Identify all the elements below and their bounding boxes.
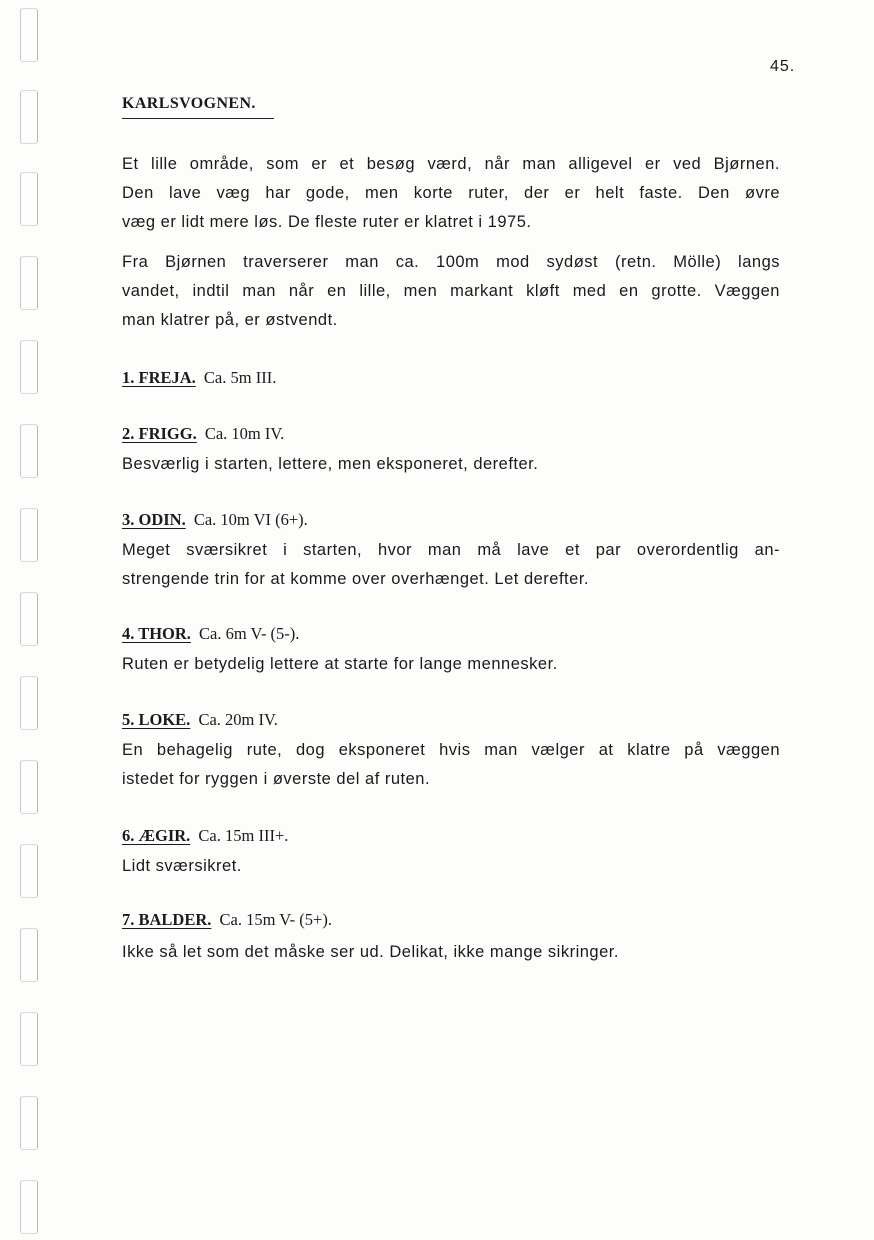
binder-hole (20, 1096, 38, 1150)
route-grade: Ca. 5m III. (203, 368, 277, 387)
route-heading (122, 624, 299, 644)
route-description (122, 736, 780, 794)
binder-hole (20, 1012, 38, 1066)
text-line: væg er lidt mere løs. De fleste ruter er klatret i 1975. (122, 213, 532, 231)
route-name: 3. ODIN. (122, 510, 186, 529)
route-name: 5. LOKE. (122, 710, 191, 729)
text-line: istedet for ryggen i øverste del af ruten. (122, 770, 431, 788)
binder-hole (20, 676, 38, 730)
intro-paragraph (122, 150, 780, 237)
intro-paragraph (122, 248, 780, 335)
text-line: Et lille område, som er et besøg værd, når man alligevel er ved Bjørnen. (122, 155, 780, 173)
title-underline (122, 118, 274, 119)
route-grade: Ca. 15m V- (5+). (219, 910, 332, 929)
route-name: 6. ÆGIR. (122, 826, 191, 845)
binder-hole (20, 8, 38, 62)
route-description (122, 450, 780, 479)
binder-hole (20, 508, 38, 562)
route-heading (122, 368, 276, 388)
route-grade: Ca. 6m V- (5-). (199, 624, 300, 643)
binder-hole (20, 844, 38, 898)
binder-hole (20, 1180, 38, 1234)
route-name: 2. FRIGG. (122, 424, 197, 443)
text-line: En behagelig rute, dog eksponeret hvis man vælger at klatre på væggen (122, 741, 780, 759)
binder-hole (20, 928, 38, 982)
route-description (122, 650, 780, 679)
binder-hole (20, 760, 38, 814)
binder-hole (20, 90, 38, 144)
route-name: 7. BALDER. (122, 910, 212, 929)
route-heading (122, 826, 288, 846)
binder-hole (20, 592, 38, 646)
binder-hole (20, 424, 38, 478)
binder-holes (14, 0, 44, 1240)
text-line: man klatrer på, er østvendt. (122, 311, 338, 329)
route-heading (122, 910, 332, 930)
text-line: vandet, indtil man når en lille, men markant kløft med en grotte. Væggen (122, 282, 780, 300)
route-description (122, 536, 780, 594)
route-description (122, 938, 780, 967)
route-heading (122, 510, 308, 530)
route-grade: Ca. 10m VI (6+). (193, 510, 308, 529)
route-grade: Ca. 10m IV. (204, 424, 285, 443)
text-line: strengende trin for at komme over overhænget. Let derefter. (122, 570, 589, 588)
route-name: 1. FREJA. (122, 368, 196, 387)
route-description (122, 852, 780, 881)
text-line: Besværlig i starten, lettere, men eksponeret, derefter. (122, 455, 539, 473)
text-line: Den lave væg har gode, men korte ruter, der er helt faste. Den øvre (122, 184, 780, 202)
binder-hole (20, 340, 38, 394)
route-heading (122, 424, 284, 444)
route-grade: Ca. 15m III+. (198, 826, 289, 845)
text-line: Ruten er betydelig lettere at starte for lange mennesker. (122, 655, 558, 673)
page-number: 45. (770, 58, 796, 75)
text-line: Lidt sværsikret. (122, 857, 242, 875)
route-grade: Ca. 20m IV. (198, 710, 278, 729)
route-heading (122, 710, 278, 730)
text-line: Meget sværsikret i starten, hvor man må lave et par overordentlig an- (122, 541, 780, 559)
binder-hole (20, 256, 38, 310)
route-name: 4. THOR. (122, 624, 191, 643)
text-line: Ikke så let som det måske ser ud. Delikat, ikke mange sikringer. (122, 943, 619, 961)
binder-hole (20, 172, 38, 226)
text-line: Fra Bjørnen traverserer man ca. 100m mod sydøst (retn. Mölle) langs (122, 253, 780, 271)
page-title: KARLSVOGNEN. (122, 95, 256, 112)
